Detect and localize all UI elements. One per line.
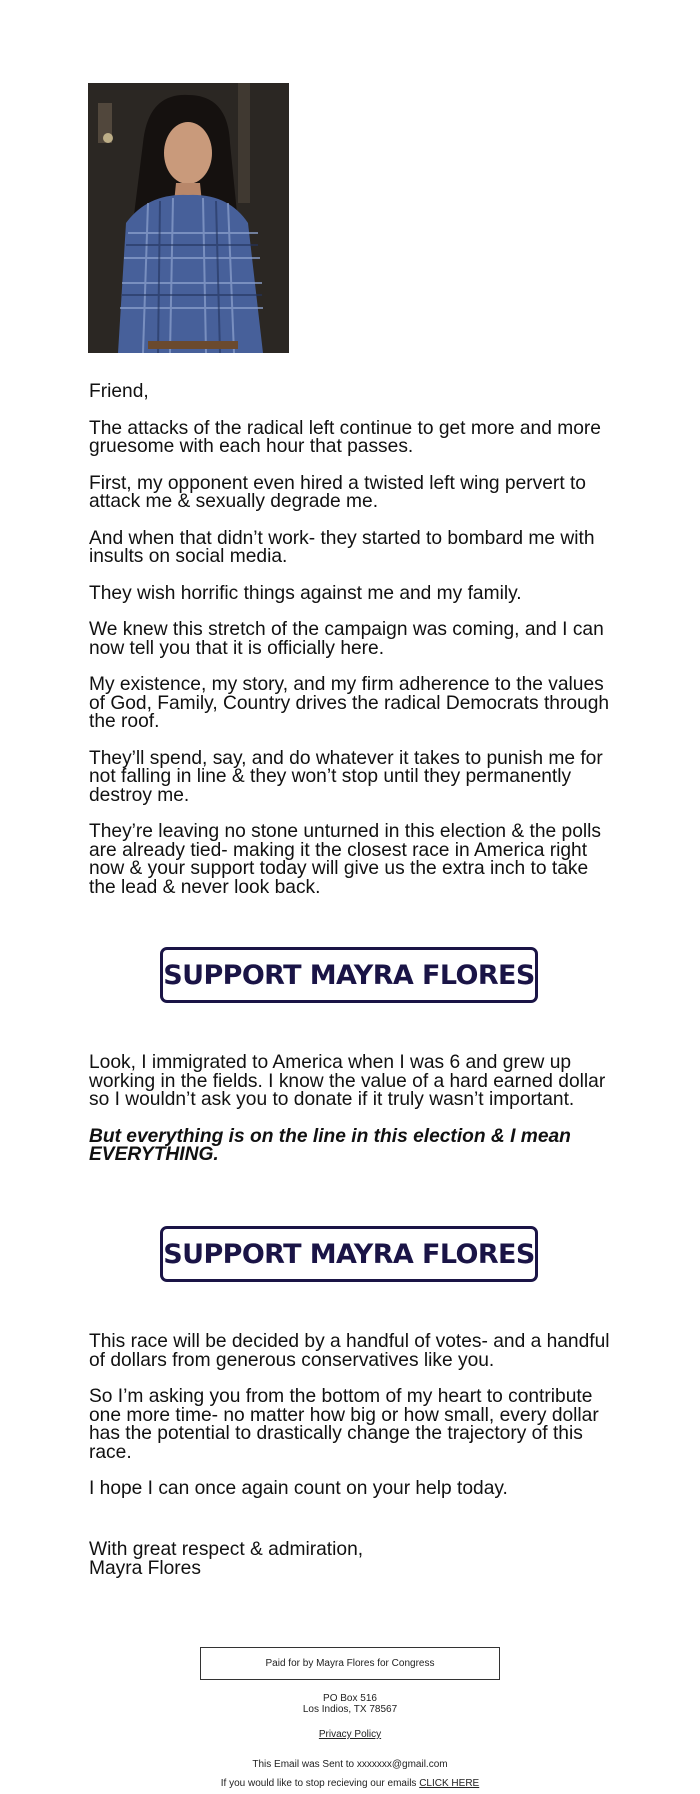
emphasis-paragraph: But everything is on the line in this election & I mean EVERYTHING. [89,1125,571,1165]
portrait-photo-icon [88,83,289,353]
greeting: Friend, [89,381,149,402]
privacy-policy-link[interactable]: Privacy Policy [318,1729,382,1740]
paragraph: They’re leaving no stone unturned in this election & the polls are already tied- making it the closest race in America right now & your support today will give us the extra inch to take the lead & never look back. [89,821,601,898]
signature: Mayra Flores [89,1557,201,1579]
footer-sent-to [0,1759,700,1770]
unsubscribe-prefix: If you would like to stop recieving our emails [220,1778,420,1789]
footer-privacy [0,1729,700,1740]
signoff: With great respect & admiration, [89,1539,364,1560]
paragraph: They’ll spend, say, and do whatever it takes to punish me for not falling in line & they won’t stop until they permanently destroy me. [89,747,603,806]
paragraph: I hope I can once again count on your help today. [89,1478,508,1499]
signoff-block [89,1541,619,1578]
paragraph: We knew this stretch of the campaign was coming, and I can now tell you that it is officially here. [89,619,604,659]
footer-unsubscribe [0,1778,700,1789]
paragraph: My existence, my story, and my firm adherence to the values of God, Family, Country drives the radical Democrats through the roof. [89,674,610,732]
support-button-label: SUPPORT MAYRA FLORES [163,1238,535,1270]
footer-po-box: PO Box 516 [323,1693,377,1704]
letter-body-part-2 [89,1054,619,1183]
paragraph: First, my opponent even hired a twisted left wing pervert to attack me & sexually degrade me. [89,472,586,512]
paid-for-text: Paid for by Mayra Flores for Congress [265,1658,435,1669]
paragraph: This race will be decided by a handful of votes- and a handful of dollars from generous conservatives like you. [89,1331,610,1371]
letter-body-part-1 [89,383,619,915]
sent-to-prefix: This Email was Sent to [252,1759,357,1770]
paragraph: They wish horrific things against me and my family. [89,582,522,604]
paragraph: Look, I immigrated to America when I was 6 and grew up working in the fields. I know the value of a hard earned dollar so I wouldn’t ask you to donate if it truly wasn’t important. [89,1052,606,1110]
footer-city: Los Indios, TX 78567 [302,1704,398,1715]
support-mayra-flores-button-2[interactable] [160,1226,538,1282]
paragraph: And when that didn’t work- they started to bombard me with insults on social media. [89,527,595,567]
support-mayra-flores-button[interactable] [160,947,538,1003]
sent-to-email: xxxxxxx@gmail.com [356,1759,448,1770]
portrait-photo [88,83,289,353]
letter-body-part-3 [89,1333,619,1517]
paragraph: The attacks of the radical left continue to get more and more gruesome with each hour that passes. [89,417,601,457]
unsubscribe-link[interactable]: CLICK HERE [419,1778,480,1789]
support-button-label: SUPPORT MAYRA FLORES [163,959,535,991]
paragraph: So I’m asking you from the bottom of my heart to contribute one more time- no matter how big or how small, every dollar has the potential to drastically change the trajectory of this race. [89,1386,599,1463]
paid-for-disclaimer [200,1647,500,1680]
